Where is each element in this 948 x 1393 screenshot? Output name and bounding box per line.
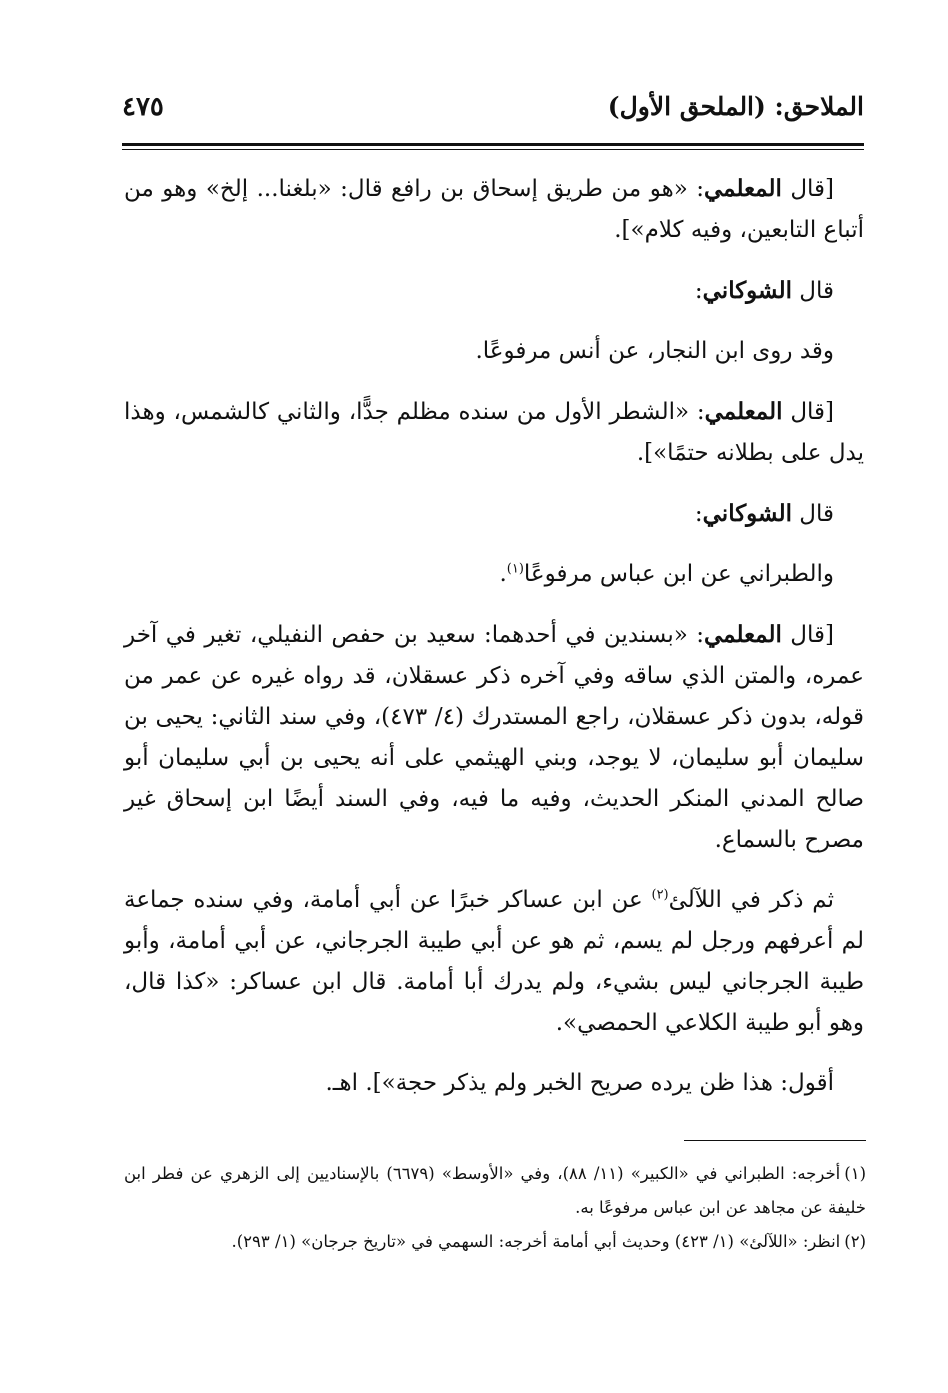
speaker-name: المعلمي	[704, 621, 782, 648]
paragraph-prefix: [قال	[781, 176, 835, 202]
running-header	[122, 88, 864, 132]
paragraph-text: :	[694, 501, 703, 527]
header-rule-thin	[122, 149, 864, 150]
footnote-text: انظر: «اللآلئ» (١/ ٤٢٣) وحديث أبي أمامة أخرجه: السهمي في «تاريخ جرجان» (١/ ٢٩٣).	[231, 1232, 841, 1251]
paragraph-shawkani-1	[124, 270, 864, 312]
paragraph-prefix: [قال	[781, 622, 834, 648]
speaker-name: المعلمي	[704, 398, 783, 425]
paragraph-text: : «بسندين في أحدهما: سعيد بن حفص النفيلي، تغير في آخر عمره، والمتن الذي ساقه وفي آخره ذكر عسقلان، قد رواه غيره عن عمر من قوله، بدون ذكر عسقلان، راجع المستدرك (٤/ ٤٧٣)، وفي سند الثاني: يحيى بن سليمان أبو سليمان، لا يوجد، وبني الهيثمي على أنه يحيى بن أبي سليمان أبو صالح المدني المنكر الحديث، وفيه ما فيه، وفي السند أيضًا ابن إسحاق غير مصرح بالسماع.	[124, 622, 864, 853]
paragraph-quote-2	[124, 554, 864, 595]
footnote-text: أخرجه: الطبراني في «الكبير» (١١/ ٨٨)، وفي «الأوسط» (٦٦٧٩) بالإسناديين إلى الزهري عن فطر ابن خليفة عن مجاهد عن ابن عباس مرفوعًا به.	[124, 1164, 866, 1217]
footnote-marker: (٢)	[651, 887, 669, 903]
footnote-number: (٢)	[844, 1232, 866, 1251]
header-rule-thick	[122, 143, 864, 146]
paragraph-text: أقول: هذا ظن يرده صريح الخبر ولم يذكر حجة»]. اهـ.	[325, 1070, 834, 1096]
paragraph-prefix: قال	[791, 501, 834, 527]
paragraph-muallimi-2	[124, 391, 864, 474]
footnote-2	[124, 1225, 866, 1259]
footnote-1	[124, 1157, 866, 1225]
speaker-name: الشوكاني	[702, 500, 792, 527]
paragraph-quote-1	[124, 331, 864, 372]
paragraph-text: ثم ذكر في اللآلئ	[668, 887, 834, 913]
paragraph-aqulu	[124, 1063, 864, 1104]
paragraph-text: وقد روى ابن النجار، عن أنس مرفوعًا.	[475, 338, 834, 364]
paragraph-shawkani-2	[124, 493, 864, 535]
main-text	[124, 168, 864, 1123]
paragraph-prefix: قال	[791, 278, 834, 304]
footnote-marker: (١)	[506, 561, 524, 577]
footnote-number: (١)	[844, 1164, 866, 1183]
paragraph-prefix: [قال	[782, 399, 835, 425]
paragraph-text: :	[694, 278, 703, 304]
footnote-separator	[684, 1140, 866, 1141]
paragraph-text: : «الشطر الأول من سنده مظلم جدًّا، والثاني كالشمس، وهذا يدل على بطلانه حتمًا»].	[124, 399, 864, 466]
paragraph-text: : «هو من طريق إسحاق بن رافع قال: «بلغنا... إلخ» وهو من أتباع التابعين، وفيه كلام»].	[124, 176, 864, 243]
page-number: ٤٧٥	[122, 92, 164, 122]
header-title: الملاحق: (الملحق الأول)	[607, 92, 864, 121]
paragraph-muallimi-3	[124, 614, 864, 861]
paragraph-suffix: .	[499, 561, 507, 587]
footnotes	[124, 1157, 866, 1259]
paragraph-laali	[124, 880, 864, 1044]
paragraph-text: والطبراني عن ابن عباس مرفوعًا	[523, 561, 834, 587]
paragraph-muallimi-1	[124, 168, 864, 251]
speaker-name: الشوكاني	[702, 277, 792, 304]
speaker-name: المعلمي	[704, 175, 782, 202]
paragraph-suffix: عن ابن عساكر خبرًا عن أبي أمامة، وفي سنده جماعة لم أعرفهم ورجل لم يسم، ثم هو عن أبي طيبة الجرجاني، عن أبي أمامة، وأبو طيبة الجرجاني ليس بشيء، ولم يدرك أبا أمامة. قال ابن عساكر: «كذا قال، وهو أبو طيبة الكلاعي الحمصي».	[124, 887, 864, 1036]
